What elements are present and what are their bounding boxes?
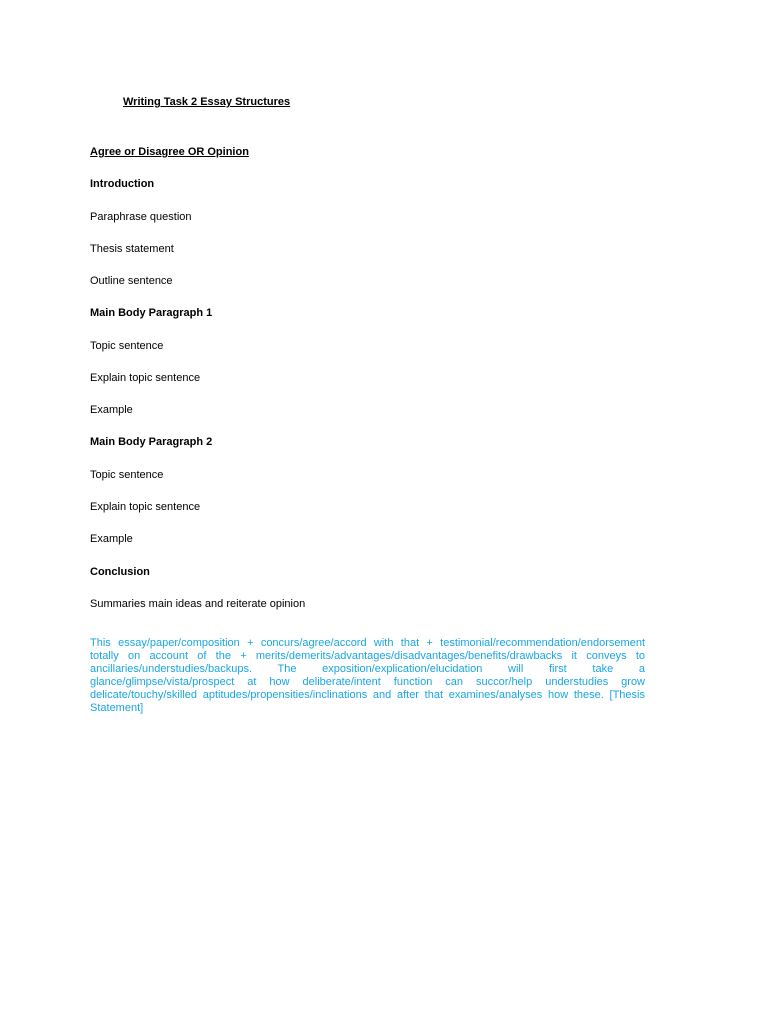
heading-introduction: Introduction xyxy=(90,178,155,190)
list-item-example-1: Example xyxy=(90,404,133,416)
heading-main-body-paragraph-2: Main Body Paragraph 2 xyxy=(90,436,213,448)
list-item-paraphrase-question: Paraphrase question xyxy=(90,211,192,223)
list-item-topic-sentence-1: Topic sentence xyxy=(90,340,164,352)
heading-main-body-paragraph-1: Main Body Paragraph 1 xyxy=(90,307,213,319)
list-item-thesis-statement: Thesis statement xyxy=(90,243,174,255)
list-item-topic-sentence-2: Topic sentence xyxy=(90,469,164,481)
list-item-summaries-main-ideas: Summaries main ideas and reiterate opinion xyxy=(90,598,306,610)
list-item-explain-topic-sentence-2: Explain topic sentence xyxy=(90,501,201,513)
document-title: Writing Task 2 Essay Structures xyxy=(123,96,291,108)
list-item-outline-sentence: Outline sentence xyxy=(90,275,173,287)
section-heading: Agree or Disagree OR Opinion xyxy=(90,146,249,158)
thesis-statement-paragraph: This essay/paper/composition + concurs/agree/accord with that + testimonial/recommendation/endorsement totally on account of the + merits/demerits/advantages/disadvantages/benefits/drawbacks it conveys to ancillaries/understudies/backups. The exposition/explication/elucidation will first take a glance/glimpse/vista/prospect at how deliberate/intent function can succor/help understudies grow delicate/touchy/skilled aptitudes/propensities/inclinations and after that examines/analyses how these. [Thesis Statement] xyxy=(90,637,645,714)
list-item-example-2: Example xyxy=(90,533,133,545)
heading-conclusion: Conclusion xyxy=(90,566,150,578)
list-item-explain-topic-sentence-1: Explain topic sentence xyxy=(90,372,201,384)
